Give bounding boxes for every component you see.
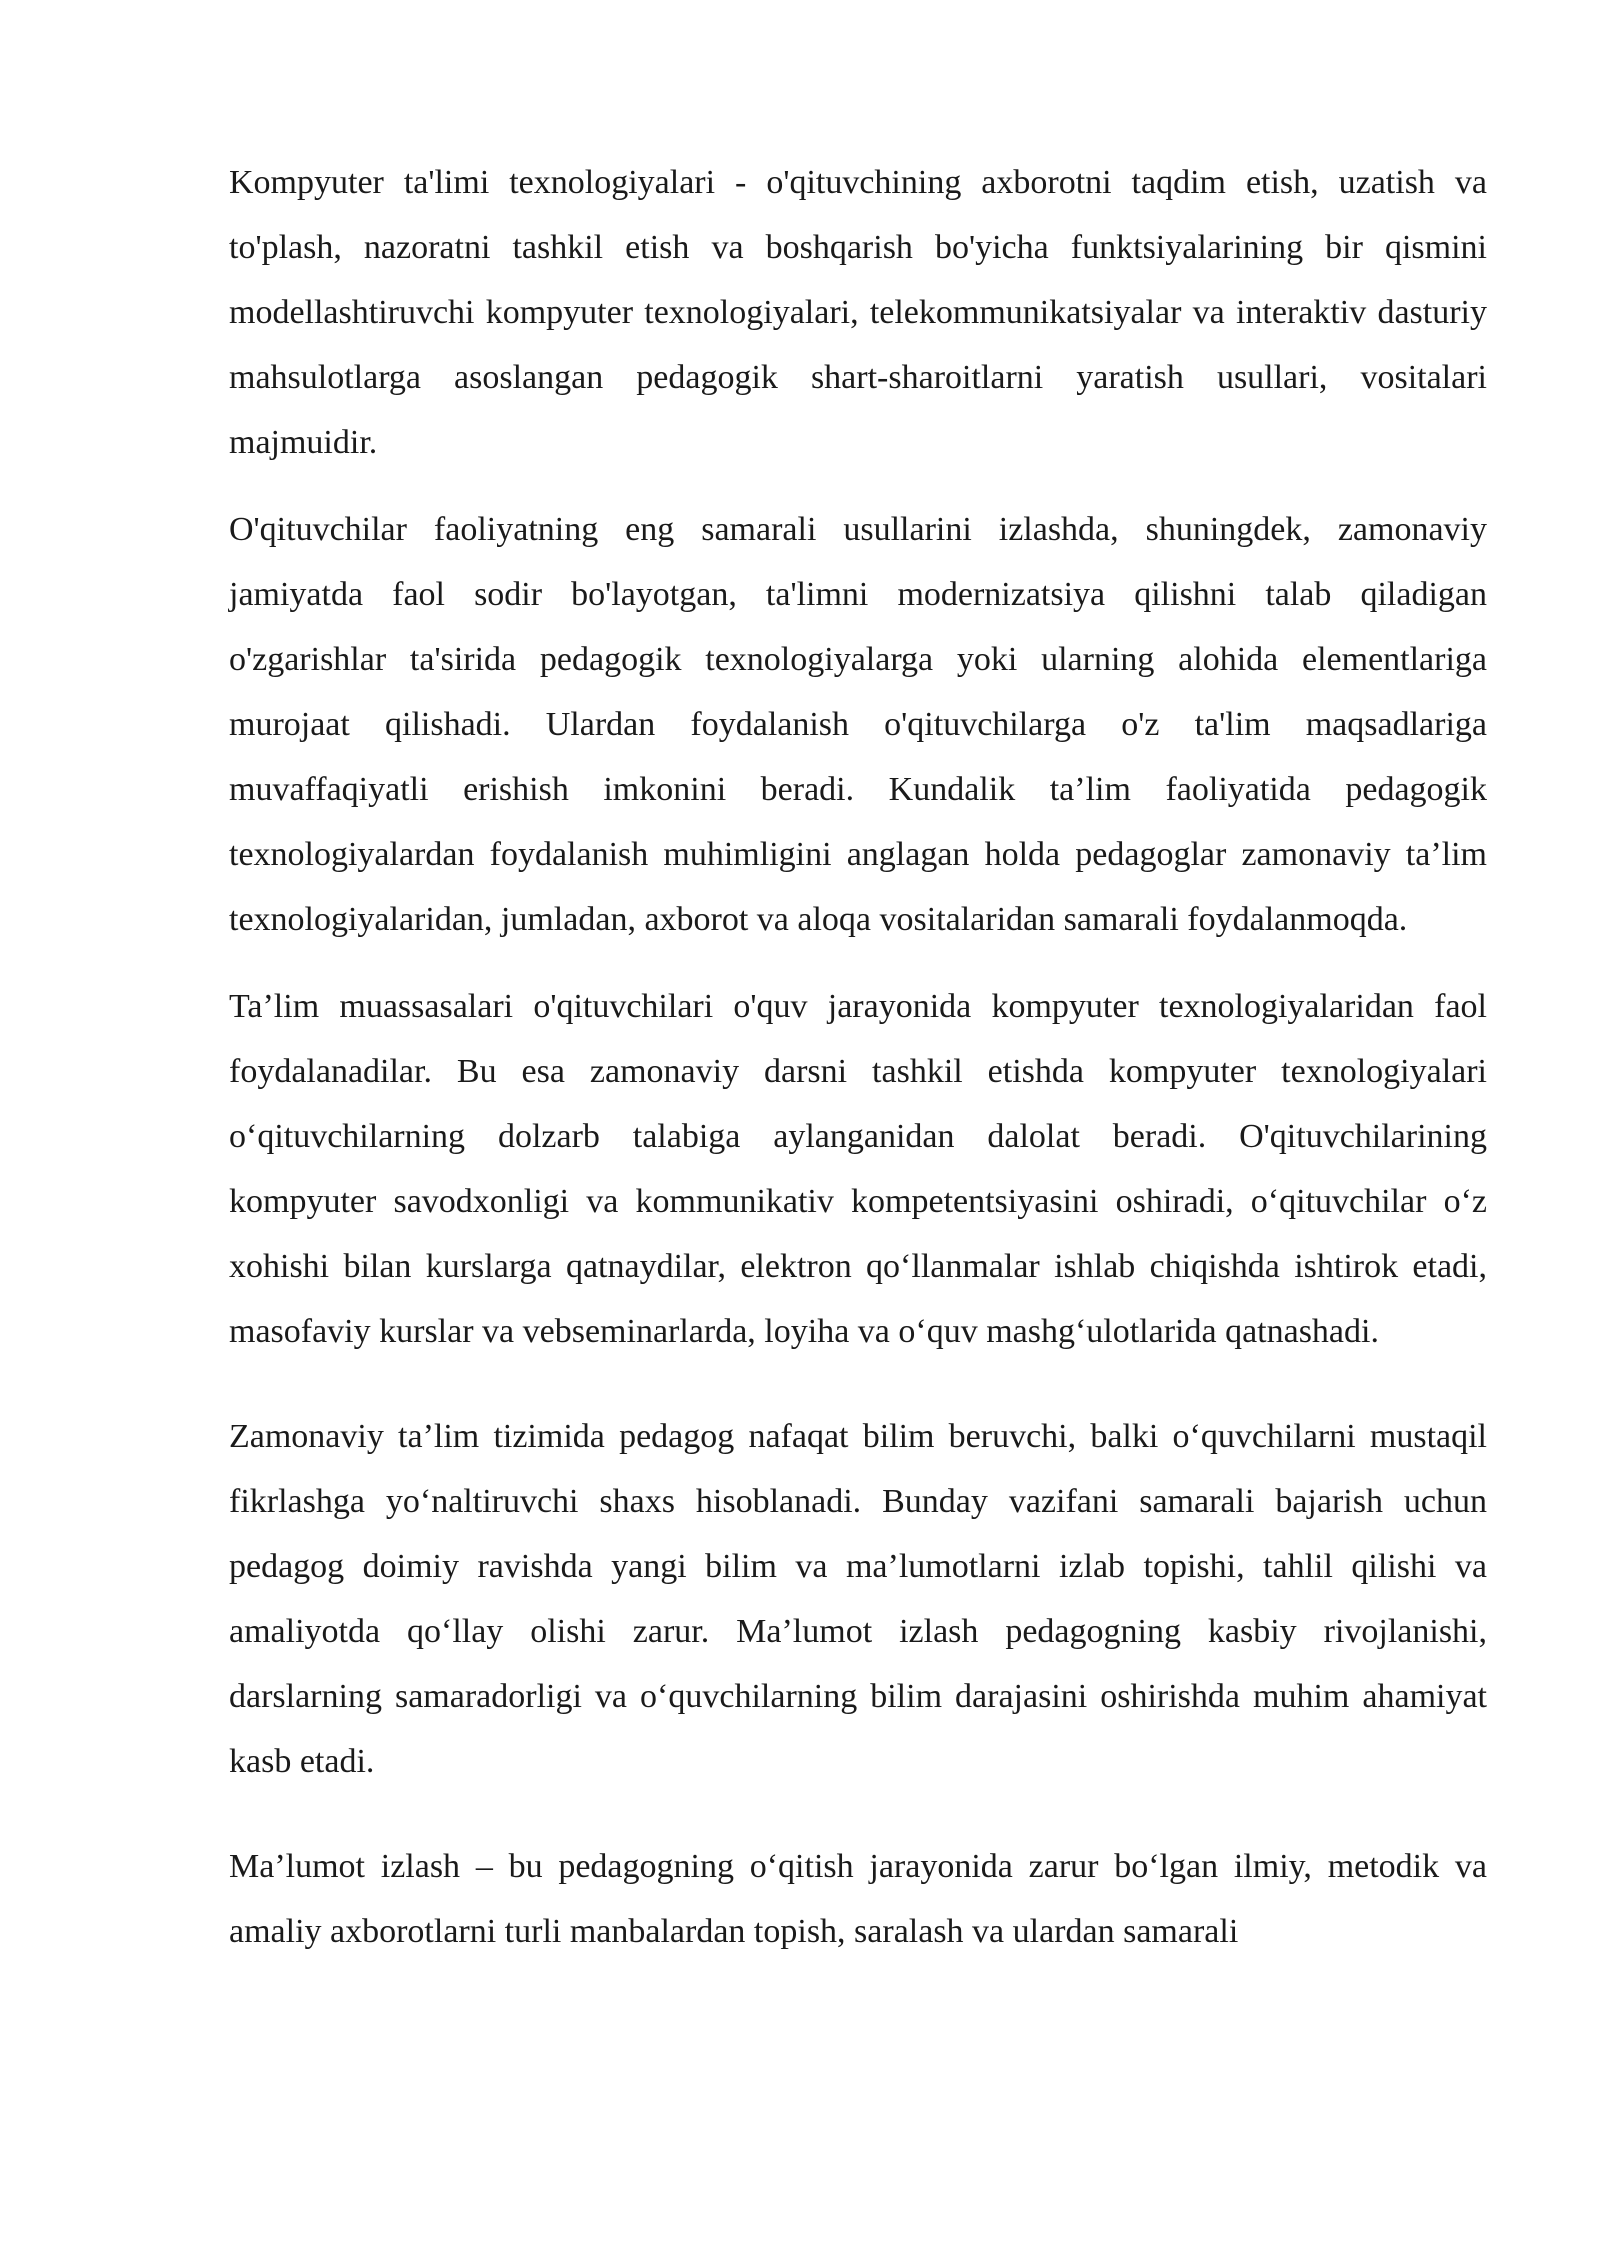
paragraph-4: Zamonaviy ta’lim tizimida pedagog nafaqat bilim beruvchi, balki o‘quvchilarni mustaqil fikrlashga yo‘naltiruvchi shaxs hisoblanadi. Bunday vazifani samarali bajarish uchun pedagog doimiy ravishda yangi bilim va ma’lumotlarni izlab topishi, tahlil qilishi va amaliyotda qo‘llay olishi zarur. Ma’lumot izlash pedagogning kasbiy rivojlanishi, darslarning samaradorligi va o‘quvchilarning bilim darajasini oshirishda muhim ahamiyat kasb etadi. [229,1418,1487,1780]
paragraph-2: O'qituvchilar faoliyatning eng samarali usullarini izlashda, shuningdek, zamonaviy jamiyatda faol sodir bo'layotgan, ta'limni modernizatsiya qilishni talab qiladigan o'zgarishlar ta'sirida pedagogik texnologiyalarga yoki ularning alohida elementlariga murojaat qilishadi. Ulardan foydalanish o'qituvchilarga o'z ta'lim maqsadlariga muvaffaqiyatli erishish imkonini beradi. Kundalik ta’lim faoliyatida pedagogik texnologiyalardan foydalanish muhimligini anglagan holda pedagoglar zamonaviy ta’lim texnologiyalaridan, jumladan, axborot va aloqa vositalaridan samarali foydalanmoqda. [229,511,1487,938]
document-body [229,150,1487,1964]
paragraph-1: Kompyuter ta'limi texnologiyalari - o'qituvchining axborotni taqdim etish, uzatish va to'plash, nazoratni tashkil etish va boshqarish bo'yicha funktsiyalarining bir qismini modellashtiruvchi kompyuter texnologiyalari, telekommunikatsiyalar va interaktiv dasturiy mahsulotlarga asoslangan pedagogik shart-sharoitlarni yaratish usullari, vositalari majmuidir. [229,164,1487,461]
paragraph-3: Ta’lim muassasalari o'qituvchilari o'quv jarayonida kompyuter texnologiyalaridan faol foydalanadilar. Bu esa zamonaviy darsni tashkil etishda kompyuter texnologiyalari o‘qituvchilarning dolzarb talabiga aylanganidan dalolat beradi. O'qituvchilarining kompyuter savodxonligi va kommunikativ kompetentsiyasini oshiradi, o‘qituvchilar o‘z xohishi bilan kurslarga qatnaydilar, elektron qo‘llanmalar ishlab chiqishda ishtirok etadi, masofaviy kurslar va vebseminarlarda, loyiha va o‘quv mashg‘ulotlarida qatnashadi. [229,988,1487,1350]
paragraph-5: Ma’lumot izlash – bu pedagogning o‘qitish jarayonida zarur bo‘lgan ilmiy, metodik va amaliy axborotlarni turli manbalardan topish, saralash va ulardan samarali [229,1848,1487,1950]
